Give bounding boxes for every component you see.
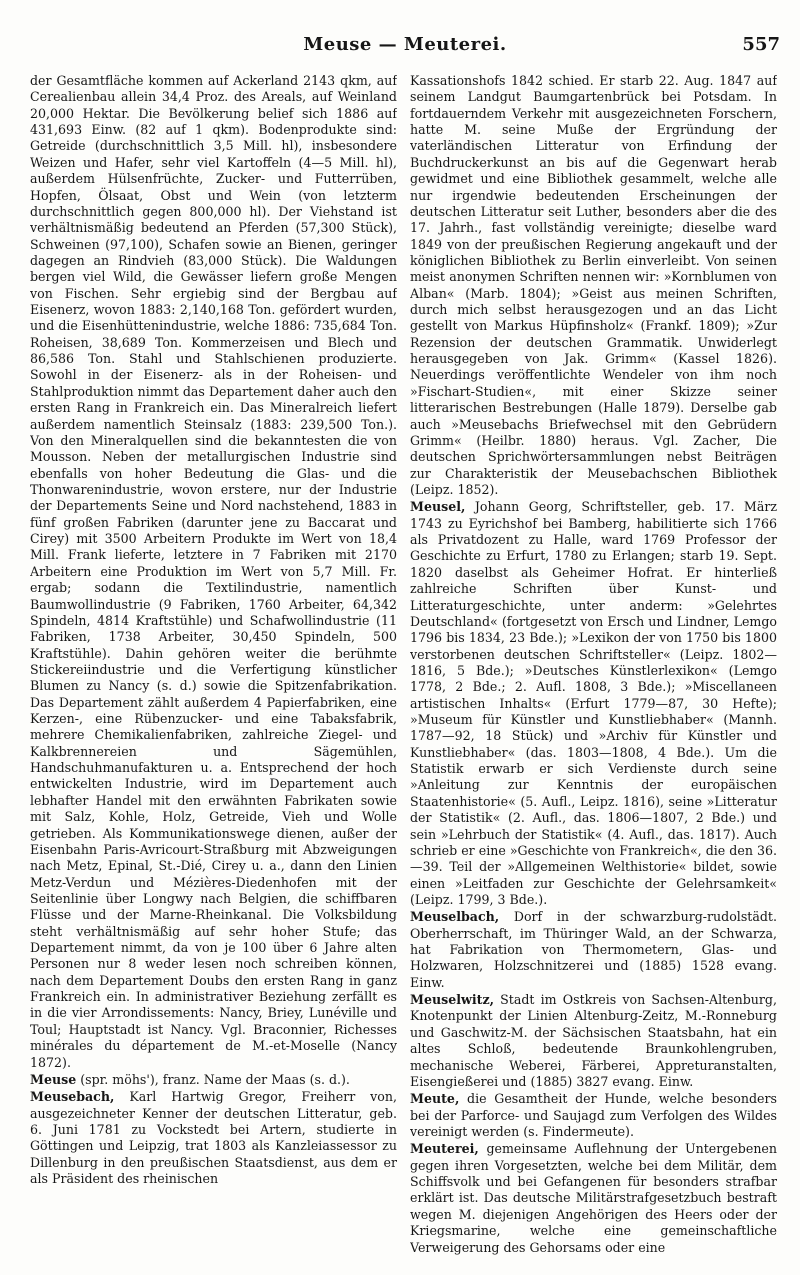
entry-meuselbach <box>410 909 777 991</box>
page-header <box>30 34 780 60</box>
entry-text: Karl Hartwig Gregor, Freiherr von, ausgezeichneter Kenner der deutschen Litteratur, geb. 6. Juni 1781 zu Vockstedt bei Artern, studierte in Göttingen und Leipzig, trat 1803 als Kanzleiassessor zu Dillenburg in den preußischen Staatsdienst, aus dem er als Präsident des rheinischen <box>30 1089 397 1187</box>
entry-headword: Meuse <box>30 1071 77 1087</box>
entry-meuterei <box>410 1141 777 1256</box>
entry-text: die Gesamtheit der Hunde, welche besonders bei der Parforce- und Saujagd zum Verfolgen des Wildes vereinigt werden (s. Findermeute). <box>410 1091 777 1139</box>
paragraph-continuation <box>410 73 777 498</box>
entry-text: Johann Georg, Schriftsteller, geb. 17. März 1743 zu Eyrichshof bei Bamberg, habilitierte sich 1766 als Privatdozent zu Halle, ward 1769 Professor der Geschichte zu Erfurt, 1780 zu Erlangen; starb 19. Sept. 1820 daselbst als Geheimer Hofrat. Er hinterließ zahlreiche Schriften über Kunst- und Litteraturgeschichte, unter anderm: »Gelehrtes Deutschland« (fortgesetzt von Ersch und Lindner, Lemgo 1796 bis 1834, 23 Bde.); »Lexikon der von 1750 bis 1800 verstorbenen deutschen Schriftsteller« (Leipz. 1802—1816, 5 Bde.); »Deutsches Künstlerlexikon« (Lemgo 1778, 2 Bde.; 2. Aufl. 1808, 3 Bde.); »Miscellaneen artistischen Inhalts« (Erfurt 1779—87, 30 Hefte); »Museum für Künstler und Kunstliebhaber« (Mannh. 1787—92, 18 Stück) und »Archiv für Künstler und Kunstliebhaber« (das. 1803—1808, 4 Bde.). Um die Statistik erwarb er sich Verdienste durch seine »Anleitung zur Kenntnis der europäischen Staatenhistorie« (5. Aufl., Leipz. 1816), seine »Litteratur der Statistik« (2. Aufl., das. 1806—1807, 2 Bde.) und sein »Lehrbuch der Statistik« (4. Aufl., das. 1817). Auch schrieb er eine »Geschichte von Frankreich«, die den 36.—39. Teil der »Allgemeinen Welthistorie« bildet, sowie einen »Leitfaden zur Geschichte der Gelehrsamkeit« (Leipz. 1799, 3 Bde.). <box>410 499 777 907</box>
entry-headword: Meusel, <box>410 499 466 515</box>
left-column <box>30 73 397 1268</box>
entry-meuse <box>30 1072 397 1088</box>
page-number: 557 <box>742 34 780 55</box>
running-head: Meuse — Meuterei. <box>303 34 507 55</box>
entry-text: (spr. möhs'), franz. Name der Maas (s. d.). <box>76 1071 350 1087</box>
entry-headword: Meuselwitz, <box>410 992 494 1008</box>
entry-text: gemeinsame Auflehnung der Untergebenen gegen ihren Vorgesetzten, welche bei dem Militär, dem Schiffsvolk und bei Gefangenen für besonders strafbar erklärt ist. Das deutsche Militärstrafgesetzbuch bestraft wegen M. diejenigen Angehörigen des Heers oder der Kriegsmarine, welche eine gemeinschaftliche Verweigerung des Gehorsams oder eine <box>410 1141 777 1255</box>
entry-meusel <box>410 499 777 908</box>
entry-meute <box>410 1091 777 1140</box>
entry-headword: Meusebach, <box>30 1089 115 1105</box>
right-column <box>410 73 777 1268</box>
entry-text: Stadt im Ostkreis von Sachsen-Altenburg, Knotenpunkt der Linien Altenburg-Zeitz, M.-Ronneburg und Gaschwitz-M. der Sächsischen Staatsbahn, hat ein altes Schloß, bedeutende Braunkohlengruben, mechanische Weberei, Färberei, Appreturanstalten, Eisengießerei und (1885) 3827 evang. Einw. <box>410 992 777 1089</box>
entry-headword: Meuterei, <box>410 1141 479 1157</box>
entry-headword: Meute, <box>410 1091 460 1107</box>
entry-meuselwitz <box>410 992 777 1090</box>
entry-headword: Meuselbach, <box>410 909 500 925</box>
paragraph-continuation <box>30 73 397 1071</box>
entry-text: Dorf in der schwarzburg-rudolstädt. Oberherrschaft, im Thüringer Wald, an der Schwarza, hat Fabrikation von Thermometern, Glas- und Holzwaren, Holzschnitzerei und (1885) 1528 evang. Einw. <box>410 909 777 990</box>
entry-meusebach <box>30 1089 397 1187</box>
paragraph-text: Kassationshofs 1842 schied. Er starb 22. Aug. 1847 auf seinem Landgut Baumgartenbrück bei Potsdam. In fortdauerndem Verkehr mit ausgezeichneten Forschern, hatte M. seine Muße der Ergründung der vaterländischen Litteratur von Erfindung der Buchdruckerkunst an bis auf die Gegenwart herab gewidmet und eine Bibliothek gesammelt, welche alle nur irgendwie bedeutenden Erscheinungen der deutschen Litteratur seit Luther, besonders aber die des 17. Jahrh., fast vollständig vereinigte; dieselbe ward 1849 von der preußischen Regierung angekauft und der königlichen Bibliothek zu Berlin einverleibt. Von seinen meist anonymen Schriften nennen wir: »Kornblumen von Alban« (Marb. 1804); »Geist aus meinen Schriften, durch mich selbst herausgezogen und an das Licht gestellt von Markus Hüpfinsholz« (Frankf. 1809); »Zur Rezension der deutschen Grammatik. Unwiderlegt herausgegeben von Jak. Grimm« (Kassel 1826). Neuerdings veröffentlichte Wendeler von ihm noch »Fischart-Studien«, mit einer Skizze seiner litterarischen Bestrebungen (Halle 1879). Derselbe gab auch »Meusebachs Briefwechsel mit den Gebrüdern Grimm« (Heilbr. 1880) heraus. Vgl. Zacher, Die deutschen Sprichwörtersammlungen nebst Beiträgen zur Charakteristik der Meusebachschen Bibliothek (Leipz. 1852). <box>410 73 777 497</box>
paragraph-text: der Gesamtfläche kommen auf Ackerland 2143 qkm, auf Cerealienbau allein 34,4 Proz. des Areals, auf Weinland 20,000 Hektar. Die Bevölkerung belief sich 1886 auf 431,693 Einw. (82 auf 1 qkm). Bodenprodukte sind: Getreide (durchschnittlich 3,5 Mill. hl), insbesondere Weizen und Hafer, sehr viel Kartoffeln (4—5 Mill. hl), außerdem Hülsenfrüchte, Zucker- und Futterrüben, Hopfen, Ölsaat, Obst und Wein (von letzterm durchschnittlich gegen 800,000 hl). Der Viehstand ist verhältnismäßig bedeutend an Pferden (57,300 Stück), Schweinen (97,100), Schafen sowie an Bienen, geringer dagegen an Rindvieh (83,000 Stück). Die Waldungen bergen viel Wild, die Gewässer liefern große Mengen von Fischen. Sehr ergiebig sind der Bergbau auf Eisenerz, wovon 1883: 2,140,168 Ton. gefördert wurden, und die Eisenhüttenindustrie, welche 1886: 735,684 Ton. Roheisen, 38,689 Ton. Kommerzeisen und Blech und 86,586 Ton. Stahl und Stahlschienen produzierte. Sowohl in der Eisenerz- als in der Roheisen- und Stahlproduktion nimmt das Departement daher auch den ersten Rang in Frankreich ein. Das Mineralreich liefert außerdem namentlich Steinsalz (1883: 239,500 Ton.). Von den Mineralquellen sind die bekanntesten die von Mousson. Neben der metallurgischen Industrie sind ebenfalls von hoher Bedeutung die Glas- und die Thonwarenindustrie, wovon erstere, nur der Industrie der Departements Seine und Nord nachstehend, 1883 in fünf großen Fabriken (darunter jene zu Baccarat und Cirey) mit 3500 Arbeitern Produkte im Wert von 18,4 Mill. Frank lieferte, letztere in 7 Fabriken mit 2170 Arbeitern eine Produktion im Wert von 5,7 Mill. Fr. ergab; sodann die Textilindustrie, namentlich Baumwollindustrie (9 Fabriken, 1760 Arbeiter, 64,342 Spindeln, 4814 Kraftstühle) und Schafwollindustrie (11 Fabriken, 1738 Arbeiter, 30,450 Spindeln, 500 Kraftstühle). Dahin gehören weiter die berühmte Stickereiindustrie und die Verfertigung künstlicher Blumen zu Nancy (s. d.) sowie die Spitzenfabrikation. Das Departement zählt außerdem 4 Papierfabriken, eine Kerzen-, eine Rübenzucker- und eine Tabaksfabrik, mehrere Chemikalienfabriken, zahlreiche Ziegel- und Kalkbrennereien und Sägemühlen, Handschuhmanufakturen u. a. Entsprechend der hoch entwickelten Industrie, wird im Departement auch lebhafter Handel mit den erwähnten Fabrikaten sowie mit Salz, Kohle, Holz, Getreide, Vieh und Wolle getrieben. Als Kommunikationswege dienen, außer der Eisenbahn Paris-Avricourt-Straßburg mit Abzweigungen nach Metz, Epinal, St.-Dié, Cirey u. a., dann den Linien Metz-Verdun und Mézières-Diedenhofen mit der Seitenlinie über Longwy nach Belgien, die schiffbaren Flüsse und der Marne-Rheinkanal. Die Volksbildung steht verhältnismäßig auf sehr hoher Stufe; das Departement nimmt, da von je 100 über 6 Jahre alten Personen nur 8 weder lesen noch schreiben können, nach dem Departement Doubs den ersten Rang in ganz Frankreich ein. In administrativer Beziehung zerfällt es in die vier Arrondissements: Nancy, Briey, Lunéville und Toul; Hauptstadt ist Nancy. Vgl. Braconnier, Richesses minérales du département de M.-et-Moselle (Nancy 1872). <box>30 73 397 1070</box>
